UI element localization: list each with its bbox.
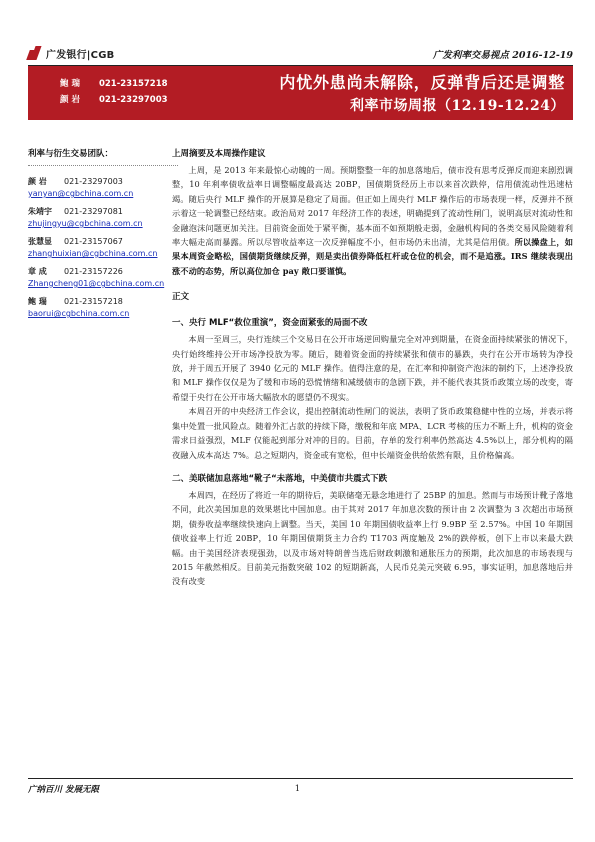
bank-logo <box>28 44 114 62</box>
section1-title: 一、央行 MLF“救位重演”，资金面紧张的局面不改 <box>172 318 368 329</box>
member-phone: 021-23297003 <box>64 177 123 186</box>
member-email-link[interactable]: yanyan@cgbchina.com.cn <box>28 189 134 198</box>
member-email-link[interactable]: baorui@cgbchina.com.cn <box>28 309 130 318</box>
section2-title: 二、美联储加息落地“靴子“未落地，中美债市共震式下跌 <box>172 473 388 484</box>
cgb-logo-icon <box>28 46 42 60</box>
title-band <box>28 66 573 120</box>
member-phone: 021-23157067 <box>64 237 123 246</box>
summary-bold-advice: 所以操盘上，如果本周资金略松，国债期货继续反弹，则是卖出债券降低杠杆或仓位的机会，而不是追涨。IRS 继续表现出涨不动的态势，所以高位加仓 pay 敞口要谨慎。 <box>172 237 573 276</box>
analyst-name: 颜 岩 <box>60 95 80 105</box>
body-label: 正文 <box>172 292 190 303</box>
main-content <box>172 147 573 589</box>
page-number: 1 <box>294 784 301 794</box>
team-title: 利率与衍生交易团队： <box>28 147 178 166</box>
team-contacts <box>28 147 178 326</box>
team-member <box>28 296 178 320</box>
section2-paragraph: 本周四，在经历了将近一年的期待后，美联储毫无悬念地进行了 25BP 的加息。然而与市场预计靴子落地不同，此次美国加息的效果堪比中国加息。由于其对 2017 年加息次数的预计由 2 次调整为 3 次超出市场预期，债券收益率继续快速向上调整。当天，美国 10 年期国债收益率上行 9.9BP 至 2.57%。中国 10 年期国债收益率上行近 20BP，10 年期国债期货主力合约 T1703 两度触及 2%的跌停板，创下上市以来最大跌幅。由于美国经济表现强劲，以及市场对特朗普当选后财政刺激和通胀压力的预期，此次加息的市场表现与 2015 年截然相反。目前美元指数突破 102 的短期新高，人民币兑美元突破 6.95，事实证明，加息落地后并没有改变 <box>172 489 573 587</box>
team-member <box>28 266 178 290</box>
member-email-link[interactable]: zhujingyu@cgbchina.com.cn <box>28 219 143 228</box>
summary-text: 上周，是 2013 年来最惊心动魄的一周。预期整整一年的加息落地后，债市没有思考反弹反而迎来剧烈调整，10 年利率债收益率日调整幅度最高达 20BP，国债期货经历上市以来首次跌停，信用债流动性迅速枯竭。随后央行 MLF 操作的开展算是稳定了局面。但正如上周央行 MLF 操作后的市场表现一样，反弹并不预示着这一轮调整已经结束。政治局对 2017 年经济工作的表述，明确提到了流动性闸门，说明高层对流动性和金融泡沫问题更加关注。目前资金面处于紧平衡，基本面不如预期般走弱，金融机构间的各类交易风险随着利率大幅走高而暴露。所以尽管收益率这一次反弹幅度不小，但市场仍未出清，尤其是信用债。 <box>172 165 573 248</box>
page-header <box>28 42 573 66</box>
analyst-name: 鲍 瑞 <box>60 79 80 89</box>
member-email-link[interactable]: Zhangcheng01@cgbchina.com.cn <box>28 279 165 288</box>
logo-text: 广发银行|CGB <box>46 49 115 61</box>
section1-paragraph: 本周一至周三，央行连续三个交易日在公开市场逆回购量完全对冲到期量，在资金面持续紧张的情况下，央行始终维持公开市场净投放为零。随后，随着资金面的持续紧张和债市的暴跌，央行在公开市场转为净投放，并于周五开展了 3940 亿元的 MLF 操作。值得注意的是，在汇率和抑制资产泡沫的制约下，上述净投放和 MLF 操作仅仅是为了缓和市场的恐慌情绪和减缓债市的急剧下跌，并不能代表其货币政策立场的改变，寄希望于央行在公开市场大幅放水的愿望仍不现实。 <box>172 334 573 402</box>
analyst-row <box>60 92 168 108</box>
member-name: 颜 岩 <box>28 177 47 186</box>
footer-slogan: 广纳百川 发展无限 <box>28 785 99 795</box>
section1-paragraph: 本周召开的中央经济工作会议，提出控制流动性闸门的说法，表明了货币政策稳健中性的立场，并表示将集中处置一批风险点。随着外汇占款的持续下降，缴税和年底 MPA、LCR 考核的压力不断上升，机构的资金需求日益强烈，MLF 仅能起到部分对冲的目的。目前，存单的发行利率仍然高达 4.5%以上，部分机构的隔夜融入成本高达 7%。总之短期内，资金或有宽松，但中长端资金供给依然有限，且价格偏高。 <box>172 406 573 460</box>
member-name: 朱靖宇 <box>28 207 52 216</box>
member-name: 章 成 <box>28 267 47 276</box>
member-name: 鲍 瑞 <box>28 297 47 306</box>
team-member <box>28 206 178 230</box>
member-name: 张慧显 <box>28 237 52 246</box>
footer-rule <box>28 778 573 779</box>
member-email-link[interactable]: zhanghuixian@cgbchina.com.cn <box>28 249 158 258</box>
analyst-phone: 021-23297003 <box>98 95 168 105</box>
report-title: 内忧外患尚未解除，反弹背后还是调整 <box>279 73 565 92</box>
summary-title: 上周摘要及本周操作建议 <box>172 149 266 159</box>
analyst-row <box>60 76 168 92</box>
member-phone: 021-23157226 <box>64 267 123 276</box>
summary-paragraph <box>172 163 573 278</box>
team-member <box>28 236 178 260</box>
analyst-phone: 021-23157218 <box>98 79 168 89</box>
member-phone: 021-23297081 <box>64 207 123 216</box>
report-subtitle: 利率市场周报（12.19-12.24） <box>350 98 565 114</box>
team-member <box>28 176 178 200</box>
member-phone: 021-23157218 <box>64 297 123 306</box>
analyst-contacts <box>60 76 168 108</box>
header-report-name: 广发利率交易视点 2016-12-19 <box>432 50 573 61</box>
